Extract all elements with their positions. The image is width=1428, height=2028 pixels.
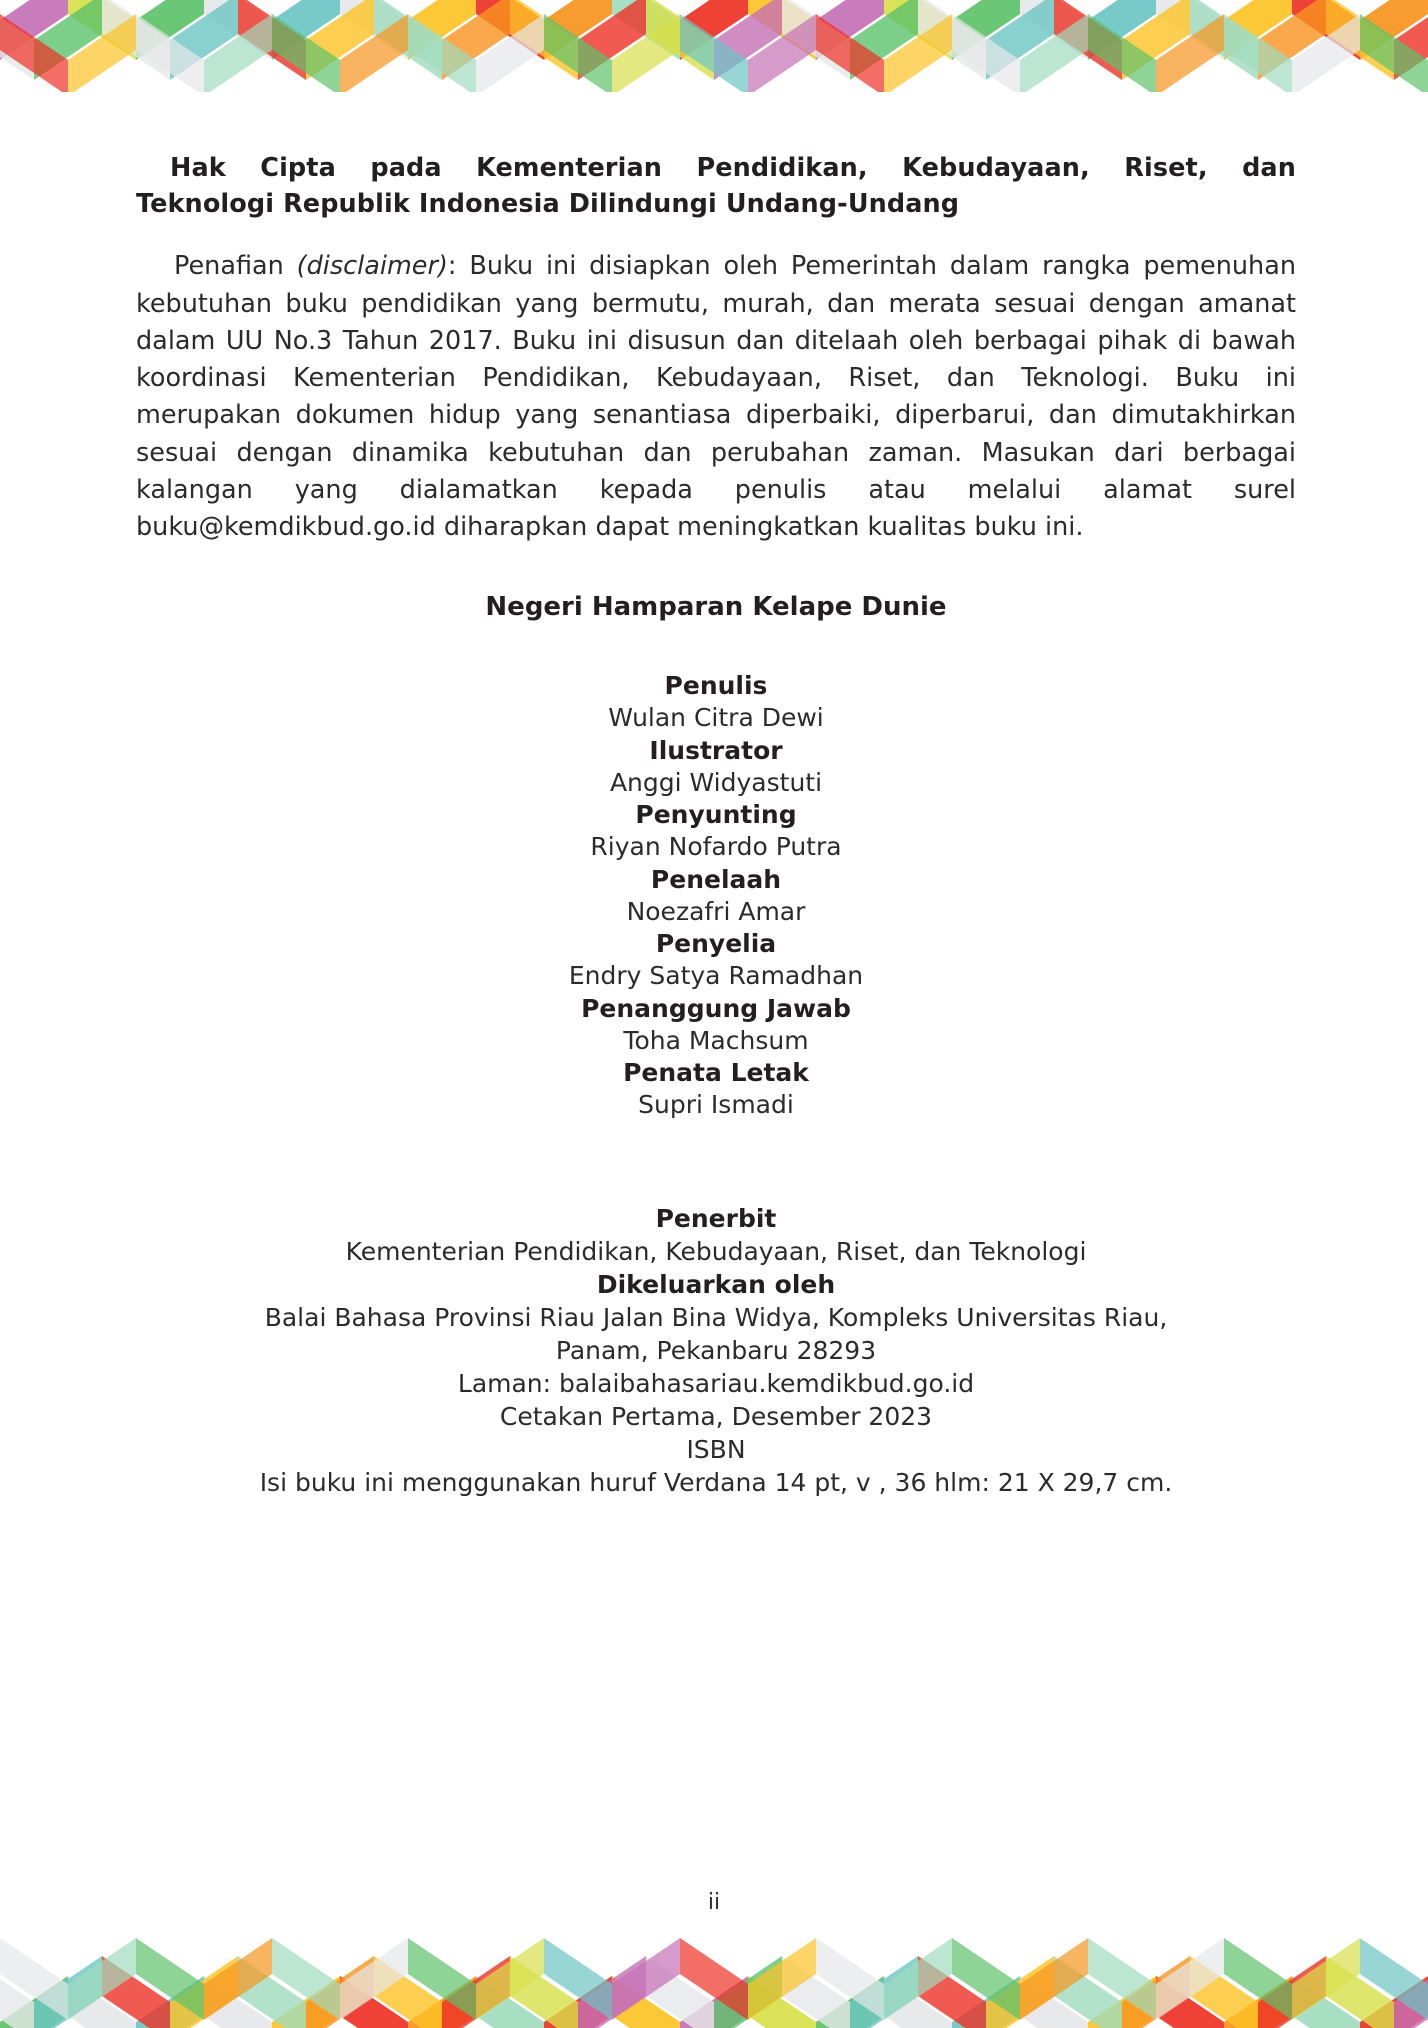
chevron-pattern-bottom: [0, 1936, 1428, 2028]
disclaimer-prefix: Penafian: [174, 251, 297, 282]
book-title: Negeri Hamparan Kelape Dunie: [485, 592, 947, 623]
credit-entry: [136, 799, 1296, 864]
credit-name: Anggi Widyastuti: [609, 767, 823, 797]
top-chevron-border: [0, 0, 1428, 92]
credits-list: [136, 670, 1296, 1122]
credit-role: Penulis: [664, 671, 768, 701]
disclaimer-body: : Buku ini disiapkan oleh Pemerintah dalam rangka pemenuhan kebutuhan buku pendidikan yang bermutu, murah, dan merata sesuai dengan amanat dalam UU No.3 Tahun 2017. Buku ini disusun dan ditelaah oleh berbagai pihak di bawah koordinasi Kementerian Pendidikan, Kebudayaan, Riset, dan Teknologi. Buku ini merupakan dokumen hidup yang senantiasa diperbaiki, diperbarui, dan dimutakhirkan sesuai dengan dinamika kebutuhan dan perubahan zaman. Masukan dari berbagai kalangan yang dialamatkan kepada penulis atau melalui alamat surel buku@kemdikbud.go.id diharapkan dapat meningkatkan kualitas buku ini.: [136, 251, 1296, 542]
publisher-block: [136, 1202, 1296, 1499]
disclaimer-paragraph: [136, 248, 1296, 546]
credit-role: Penyunting: [635, 800, 797, 830]
content-column: [136, 150, 1296, 1499]
publisher-address-line-2: Panam, Pekanbaru 28293: [555, 1335, 877, 1365]
publisher-website: Laman: balaibahasariau.kemdikbud.go.id: [457, 1368, 975, 1398]
credit-name: Endry Satya Ramadhan: [568, 961, 864, 991]
credit-entry: [136, 864, 1296, 929]
credit-role: Penelaah: [650, 864, 782, 894]
credit-entry: [136, 670, 1296, 735]
disclaimer-italic-term: (disclaimer): [296, 251, 448, 282]
bottom-chevron-border: [0, 1936, 1428, 2028]
issued-by-label: Dikeluarkan oleh: [596, 1269, 836, 1299]
credit-name: Supri Ismadi: [638, 1090, 794, 1120]
credit-role: Ilustrator: [649, 735, 783, 765]
isbn-label: ISBN: [686, 1434, 746, 1464]
credit-role: Penanggung Jawab: [581, 993, 851, 1023]
credit-name: Noezafri Amar: [626, 896, 806, 926]
publisher-label: Penerbit: [655, 1203, 777, 1233]
publication-edition: Cetakan Pertama, Desember 2023: [499, 1401, 933, 1431]
book-specs: Isi buku ini menggunakan huruf Verdana 14 pt, v , 36 hlm: 21 X 29,7 cm.: [259, 1467, 1173, 1497]
credit-name: Riyan Nofardo Putra: [590, 832, 842, 862]
credit-role: Penata Letak: [623, 1058, 809, 1088]
chevron-pattern-top: [0, 0, 1428, 92]
publisher-address-line-1: Balai Bahasa Provinsi Riau Jalan Bina Widya, Kompleks Universitas Riau,: [264, 1302, 1168, 1332]
credit-entry: [136, 735, 1296, 800]
copyright-heading-line-2: Teknologi Republik Indonesia Dilindungi Undang-Undang: [136, 189, 960, 220]
credit-entry: [136, 993, 1296, 1058]
page-number: ii: [707, 1890, 721, 1915]
credit-name: Toha Machsum: [623, 1025, 809, 1055]
credit-entry: [136, 928, 1296, 993]
publisher-name: Kementerian Pendidikan, Kebudayaan, Riset, dan Teknologi: [345, 1236, 1087, 1266]
credit-entry: [136, 1057, 1296, 1122]
credit-name: Wulan Citra Dewi: [608, 703, 824, 733]
credit-role: Penyelia: [655, 929, 777, 959]
copyright-heading-line-1: Hak Cipta pada Kementerian Pendidikan, Kebudayaan, Riset, dan: [170, 153, 1296, 183]
copyright-heading: [136, 150, 1296, 222]
